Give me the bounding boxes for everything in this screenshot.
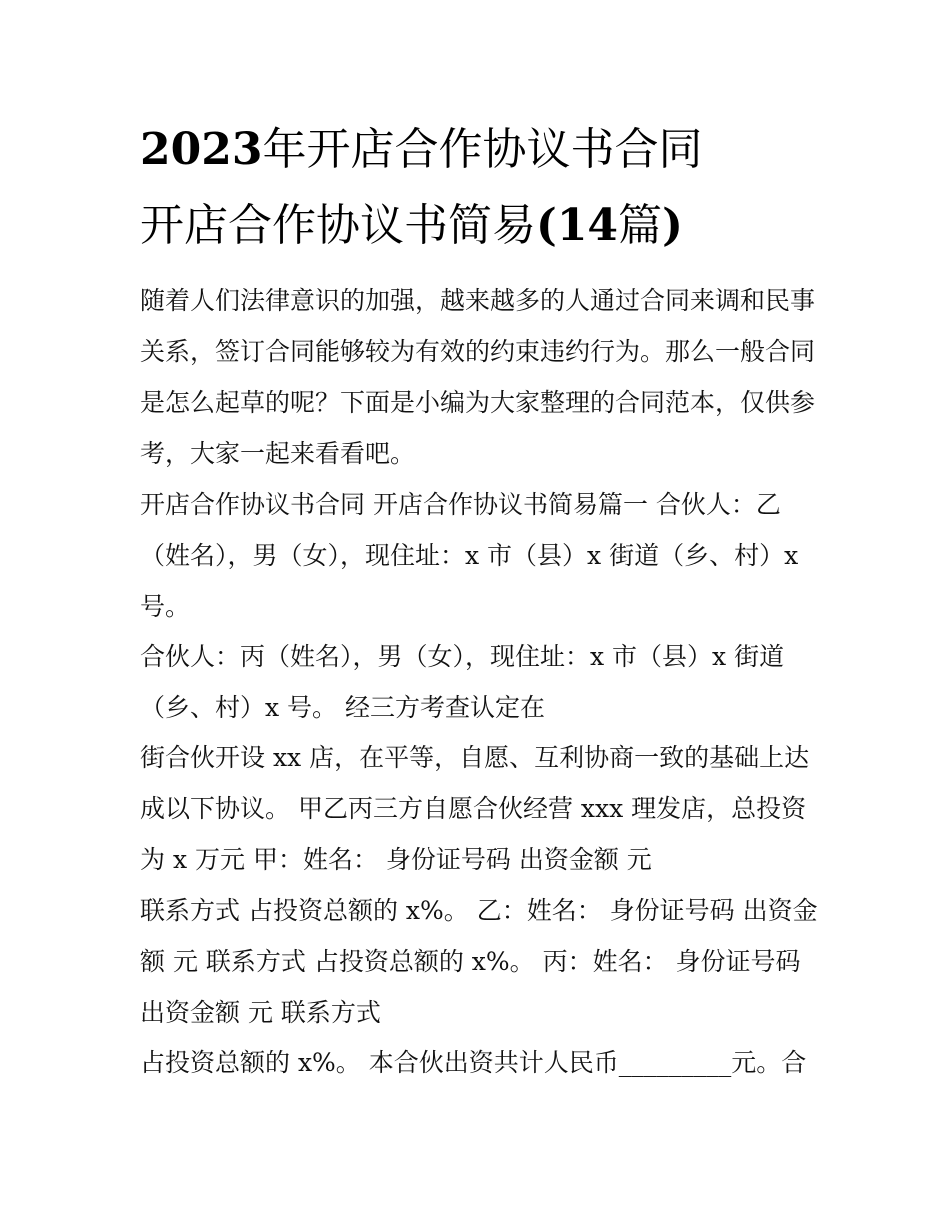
- partner-c-paragraph: [140, 631, 820, 733]
- title-line-2-text: 开店合作协议书简易: [140, 200, 536, 251]
- text-line: 街合伙开设 xx 店，在平等，自愿、互利协商一致的基础上达: [140, 743, 810, 772]
- agreement-paragraph: [140, 732, 820, 885]
- title-count-unit: 篇: [618, 200, 663, 251]
- intro-paragraph: [140, 275, 820, 479]
- contribution-paragraph: [140, 885, 820, 1038]
- text-line: 随着人们法律意识的加强，越来越多的人通过合同来调和民事: [140, 286, 816, 315]
- text-line: 关系，签订合同能够较为有效的约束违约行为。那么一般合同: [140, 337, 816, 366]
- text-line: 号。: [140, 592, 191, 621]
- text-line: 为 x 万元 甲：姓名： 身份证号码 出资金额 元: [140, 845, 652, 874]
- text-line: 成以下协议。 甲乙丙三方自愿合伙经营 xxx 理发店，总投资: [140, 794, 807, 823]
- document-title-line-1: [140, 122, 840, 178]
- text-line: 考，大家一起来看看吧。: [140, 439, 416, 468]
- partner-b-paragraph: [140, 479, 820, 632]
- text-line: （乡、村）x 号。 经三方考查认定在: [140, 693, 545, 722]
- text-line: 开店合作协议书合同 开店合作协议书简易篇一 合伙人：乙: [140, 490, 781, 519]
- document-title-line-2: [140, 198, 840, 254]
- text-line: 是怎么起草的呢？下面是小编为大家整理的合同范本，仅供参: [140, 388, 816, 417]
- total-contribution-paragraph: [140, 1037, 820, 1088]
- text-line: （姓名），男（女），现住址：x 市（县）x 街道（乡、村）x: [140, 541, 799, 570]
- title-line-1-text: 年开店合作协议书合同: [262, 124, 703, 175]
- title-year: 2023: [140, 124, 263, 175]
- text-line: 额 元 联系方式 占投资总额的 x%。 丙：姓名： 身份证号码: [140, 947, 801, 976]
- text-line: 联系方式 占投资总额的 x%。 乙：姓名： 身份证号码 出资金: [140, 896, 818, 925]
- text-line: 出资金额 元 联系方式: [140, 998, 381, 1027]
- title-count-open: (14: [536, 200, 619, 251]
- text-line: 占投资总额的 x%。 本合伙出资共计人民币_________元。合: [140, 1048, 807, 1077]
- text-line: 合伙人：丙（姓名），男（女），现住址：x 市（县）x 街道: [140, 642, 785, 671]
- title-count-close: ): [662, 200, 683, 251]
